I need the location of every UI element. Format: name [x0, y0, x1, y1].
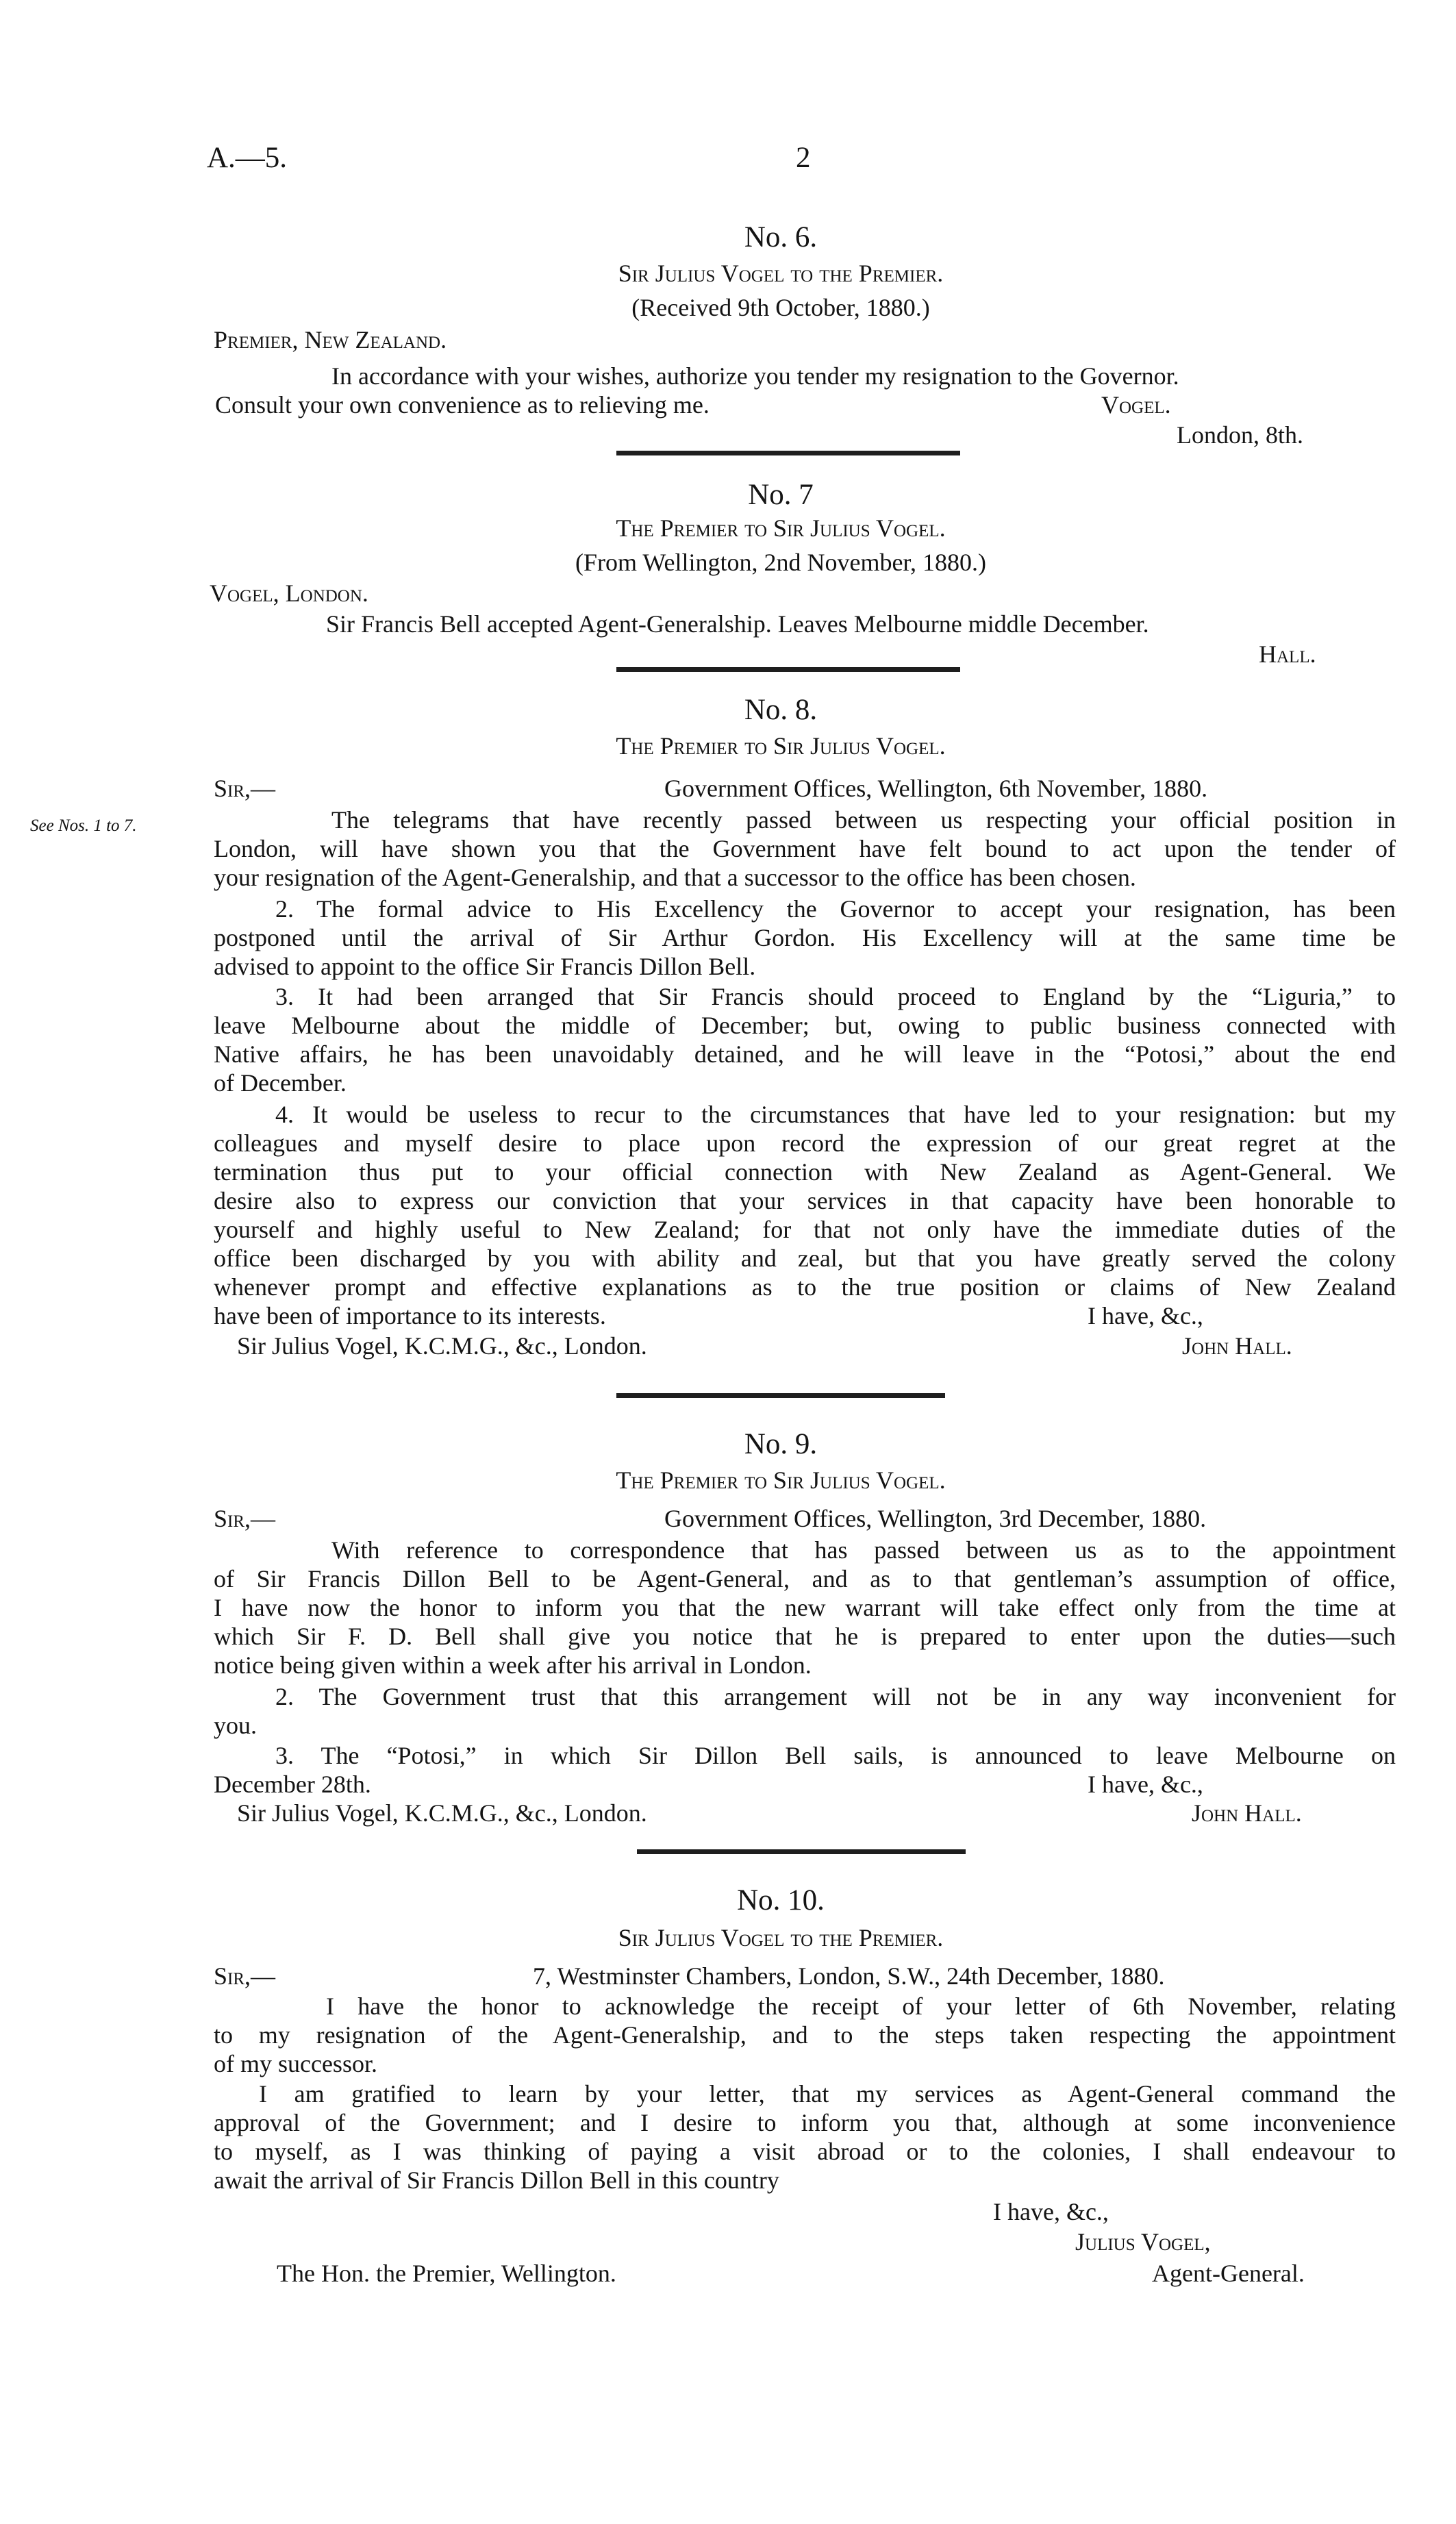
section-divider: [616, 1393, 945, 1398]
body-line: approval of the Government; and I desire to inform you that, although at some inconvenience: [214, 2109, 1396, 2136]
salutation: Sir,—: [214, 1962, 276, 1990]
section-divider: [637, 1849, 966, 1854]
closing: I have, &c.,: [993, 2198, 1109, 2225]
recipient: The Hon. the Premier, Wellington.: [277, 2260, 616, 2287]
letter-title: Sir Julius Vogel to the Premier.: [618, 1924, 944, 1951]
body-line: With reference to correspondence that has passed between us as to the appointment: [331, 1536, 1396, 1564]
letter-number: No. 9.: [744, 1428, 818, 1460]
body-line: of December.: [214, 1069, 347, 1097]
body-line: December 28th.: [214, 1771, 371, 1798]
margin-note: See Nos. 1 to 7.: [30, 816, 137, 835]
letter-address: Premier, New Zealand.: [214, 326, 447, 353]
body-line: termination thus put to your official connection with New Zealand as Agent-General. We: [214, 1158, 1396, 1186]
recipient: Sir Julius Vogel, K.C.M.G., &c., London.: [237, 1332, 647, 1360]
body-line: 3. The “Potosi,” in which Sir Dillon Bell sails, is announced to leave Melbourne on: [275, 1742, 1396, 1769]
body-line: leave Melbourne about the middle of December; but, owing to public business connected with: [214, 1012, 1396, 1039]
dateline: Government Offices, Wellington, 3rd December, 1880.: [664, 1505, 1207, 1532]
body-line: Consult your own convenience as to relieving me.: [215, 391, 710, 418]
body-line: have been of importance to its interests.: [214, 1302, 606, 1329]
body-line: I have now the honor to inform you that the new warrant will take effect only from the time at: [214, 1594, 1396, 1621]
place-date: London, 8th.: [1177, 421, 1303, 449]
salutation: Sir,—: [214, 775, 276, 802]
dateline: Government Offices, Wellington, 6th November, 1880.: [664, 775, 1208, 802]
body-line: 4. It would be useless to recur to the circumstances that have led to your resignation: but my: [275, 1101, 1396, 1128]
body-line: 3. It had been arranged that Sir Francis should proceed to England by the “Liguria,” to: [275, 983, 1396, 1010]
body-line: colleagues and myself desire to place upon record the expression of our great regret at the: [214, 1129, 1396, 1157]
received-line: (Received 9th October, 1880.): [631, 294, 930, 321]
body-line: yourself and highly useful to New Zealand; for that not only have the immediate duties of the: [214, 1216, 1396, 1243]
signature-title: Agent-General.: [1152, 2260, 1305, 2287]
closing: I have, &c.,: [1088, 1771, 1203, 1798]
closing: I have, &c.,: [1088, 1302, 1203, 1329]
section-divider: [616, 667, 960, 672]
body-line: London, will have shown you that the Government have felt bound to act upon the tender of: [214, 835, 1396, 862]
body-line: I have the honor to acknowledge the receipt of your letter of 6th November, relating: [326, 1992, 1396, 2020]
letter-number: No. 7: [748, 479, 814, 511]
body-line: desire also to express our conviction that your services in that capacity have been honorable to: [214, 1187, 1396, 1214]
body-line: 2. The formal advice to His Excellency the Governor to accept your resignation, has been: [275, 895, 1396, 923]
body-line: of Sir Francis Dillon Bell to be Agent-General, and as to that gentleman’s assumption of office,: [214, 1565, 1396, 1592]
letter-title: The Premier to Sir Julius Vogel.: [616, 514, 946, 542]
letter-number: No. 6.: [744, 221, 818, 253]
signature: Vogel.: [1101, 391, 1171, 418]
received-line: (From Wellington, 2nd November, 1880.): [575, 549, 986, 576]
letter-number: No. 10.: [737, 1884, 825, 1916]
body-line: whenever prompt and effective explanations as to the true position or claims of New Zealand: [214, 1273, 1396, 1301]
body-line: In accordance with your wishes, authorize you tender my resignation to the Governor.: [331, 362, 1179, 390]
body-line: I am gratified to learn by your letter, that my services as Agent-General command the: [259, 2080, 1396, 2108]
body-line: advised to appoint to the office Sir Francis Dillon Bell.: [214, 953, 756, 980]
recipient: Sir Julius Vogel, K.C.M.G., &c., London.: [237, 1799, 647, 1827]
letter-title: Sir Julius Vogel to the Premier.: [618, 260, 944, 287]
body-line: notice being given within a week after his arrival in London.: [214, 1651, 812, 1679]
body-line: Sir Francis Bell accepted Agent-Generalship. Leaves Melbourne middle December.: [326, 610, 1149, 638]
body-line: office been discharged by you with ability and zeal, but that you have greatly served the colony: [214, 1245, 1396, 1272]
body-line: to myself, as I was thinking of paying a visit abroad or to the colonies, I shall endeavour to: [214, 2138, 1396, 2165]
letter-title: The Premier to Sir Julius Vogel.: [616, 732, 946, 760]
body-line: to my resignation of the Agent-Generalship, and to the steps taken respecting the appointment: [214, 2021, 1396, 2049]
body-line: await the arrival of Sir Francis Dillon Bell in this country: [214, 2166, 779, 2194]
body-line: your resignation of the Agent-Generalship, and that a successor to the office has been chosen.: [214, 864, 1136, 891]
signature: John Hall.: [1192, 1799, 1302, 1827]
body-line: Native affairs, he has been unavoidably detained, and he will leave in the “Potosi,” about the end: [214, 1040, 1396, 1068]
dateline: 7, Westminster Chambers, London, S.W., 24th December, 1880.: [533, 1962, 1165, 1990]
page-number: 2: [796, 142, 811, 174]
document-series: A.—5.: [207, 142, 288, 174]
body-line: The telegrams that have recently passed between us respecting your official position in: [331, 806, 1396, 834]
body-line: of my successor.: [214, 2050, 377, 2077]
body-line: 2. The Government trust that this arrangement will not be in any way inconvenient for: [275, 1683, 1396, 1710]
signature: John Hall.: [1182, 1332, 1292, 1360]
signature: Hall.: [1259, 640, 1316, 668]
section-divider: [616, 451, 960, 455]
salutation: Sir,—: [214, 1505, 276, 1532]
signature: Julius Vogel,: [1075, 2228, 1211, 2256]
body-line: postponed until the arrival of Sir Arthur Gordon. His Excellency will at the same time be: [214, 924, 1396, 951]
letter-number: No. 8.: [744, 694, 818, 726]
letter-address: Vogel, London.: [210, 579, 368, 607]
body-line: you.: [214, 1712, 257, 1739]
body-line: which Sir F. D. Bell shall give you notice that he is prepared to enter upon the duties—such: [214, 1623, 1396, 1650]
letter-title: The Premier to Sir Julius Vogel.: [616, 1466, 946, 1494]
